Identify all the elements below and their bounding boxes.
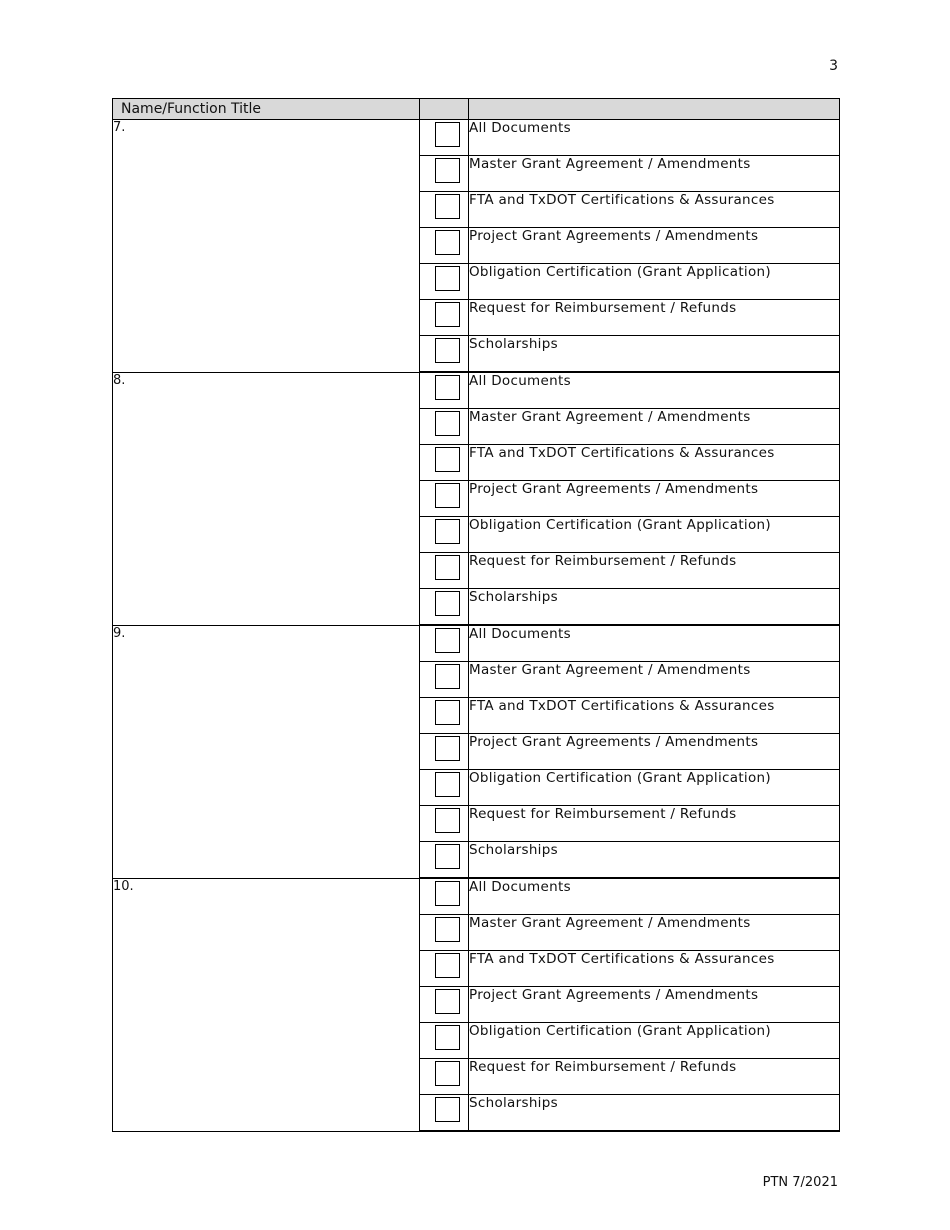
document-checkbox[interactable] [435, 1097, 460, 1122]
checkbox-cell [420, 445, 469, 481]
checkbox-cell [420, 1023, 469, 1059]
document-checkbox[interactable] [435, 1025, 460, 1050]
document-type-label: Master Grant Agreement / Amendments [469, 409, 840, 445]
document-checkbox[interactable] [435, 519, 460, 544]
document-type-label: Scholarships [469, 589, 840, 626]
document-type-label: FTA and TxDOT Certifications & Assurances [469, 951, 840, 987]
document-type-label: Project Grant Agreements / Amendments [469, 228, 840, 264]
checkbox-cell [420, 553, 469, 589]
name-function-title-field[interactable] [113, 878, 420, 1131]
checkbox-cell [420, 589, 469, 626]
checkbox-cell [420, 300, 469, 336]
document-checkbox[interactable] [435, 736, 460, 761]
document-checkbox[interactable] [435, 122, 460, 147]
document-checkbox[interactable] [435, 194, 460, 219]
document-checkbox[interactable] [435, 808, 460, 833]
document-checkbox[interactable] [435, 447, 460, 472]
document-checkbox[interactable] [435, 953, 460, 978]
document-checkbox[interactable] [435, 1061, 460, 1086]
document-type-label: FTA and TxDOT Certifications & Assurances [469, 192, 840, 228]
document-checkbox[interactable] [435, 844, 460, 869]
document-type-label: Scholarships [469, 842, 840, 879]
checkbox-cell [420, 1059, 469, 1095]
document-checkbox[interactable] [435, 266, 460, 291]
checkbox-cell [420, 1095, 469, 1132]
checkbox-cell [420, 770, 469, 806]
document-type-label: All Documents [469, 878, 840, 915]
checkbox-cell [420, 625, 469, 662]
table-row [113, 372, 840, 409]
checkbox-cell [420, 264, 469, 300]
checkbox-cell [420, 915, 469, 951]
name-function-title-field[interactable] [113, 625, 420, 878]
entry-number: 9. [113, 625, 126, 641]
checkbox-cell [420, 156, 469, 192]
document-type-label: Request for Reimbursement / Refunds [469, 1059, 840, 1095]
document-checkbox[interactable] [435, 700, 460, 725]
document-type-label: FTA and TxDOT Certifications & Assurances [469, 445, 840, 481]
checkbox-cell [420, 481, 469, 517]
document-checkbox[interactable] [435, 483, 460, 508]
document-checkbox[interactable] [435, 591, 460, 616]
document-type-label: Obligation Certification (Grant Application) [469, 1023, 840, 1059]
document-checkbox[interactable] [435, 917, 460, 942]
checkbox-cell [420, 878, 469, 915]
document-checkbox[interactable] [435, 230, 460, 255]
checkbox-cell [420, 120, 469, 156]
checkbox-cell [420, 372, 469, 409]
document-type-label: Project Grant Agreements / Amendments [469, 481, 840, 517]
document-checkbox[interactable] [435, 375, 460, 400]
document-type-label: Project Grant Agreements / Amendments [469, 734, 840, 770]
document-checkbox[interactable] [435, 158, 460, 183]
document-checkbox[interactable] [435, 338, 460, 363]
form-revision-footer: PTN 7/2021 [762, 1175, 838, 1190]
document-type-label: Master Grant Agreement / Amendments [469, 662, 840, 698]
header-checkbox-column [420, 99, 469, 120]
checkbox-cell [420, 228, 469, 264]
table-row [113, 625, 840, 662]
name-function-title-field[interactable] [113, 372, 420, 625]
document-type-label: Obligation Certification (Grant Application) [469, 517, 840, 553]
checkbox-cell [420, 409, 469, 445]
checkbox-cell [420, 951, 469, 987]
checkbox-cell [420, 806, 469, 842]
document-checkbox[interactable] [435, 411, 460, 436]
document-type-label: Master Grant Agreement / Amendments [469, 915, 840, 951]
document-checkbox[interactable] [435, 628, 460, 653]
header-document-column [469, 99, 840, 120]
checkbox-cell [420, 734, 469, 770]
document-checkbox[interactable] [435, 555, 460, 580]
document-type-label: Request for Reimbursement / Refunds [469, 806, 840, 842]
checkbox-cell [420, 698, 469, 734]
document-type-label: Scholarships [469, 1095, 840, 1132]
checkbox-cell [420, 517, 469, 553]
document-type-label: FTA and TxDOT Certifications & Assurances [469, 698, 840, 734]
checkbox-cell [420, 336, 469, 373]
name-function-title-field[interactable] [113, 120, 420, 373]
document-checkbox[interactable] [435, 989, 460, 1014]
table-row [113, 120, 840, 156]
document-checkbox[interactable] [435, 664, 460, 689]
checkbox-cell [420, 842, 469, 879]
document-type-label: Request for Reimbursement / Refunds [469, 300, 840, 336]
signature-authority-table [112, 98, 840, 1132]
table-header-row [113, 99, 840, 120]
document-type-label: All Documents [469, 625, 840, 662]
document-type-label: Project Grant Agreements / Amendments [469, 987, 840, 1023]
checkbox-cell [420, 192, 469, 228]
document-type-label: All Documents [469, 120, 840, 156]
document-type-label: Request for Reimbursement / Refunds [469, 553, 840, 589]
document-type-label: Master Grant Agreement / Amendments [469, 156, 840, 192]
checkbox-cell [420, 987, 469, 1023]
entry-number: 7. [113, 120, 126, 135]
header-name-function-title: Name/Function Title [113, 99, 420, 120]
document-type-label: Obligation Certification (Grant Application) [469, 264, 840, 300]
document-type-label: Scholarships [469, 336, 840, 373]
document-checkbox[interactable] [435, 772, 460, 797]
document-checkbox[interactable] [435, 881, 460, 906]
page-number: 3 [829, 58, 838, 74]
checkbox-cell [420, 662, 469, 698]
entry-number: 8. [113, 372, 126, 388]
document-checkbox[interactable] [435, 302, 460, 327]
entry-number: 10. [113, 878, 134, 894]
document-type-label: Obligation Certification (Grant Application) [469, 770, 840, 806]
document-type-label: All Documents [469, 372, 840, 409]
table-row [113, 878, 840, 915]
